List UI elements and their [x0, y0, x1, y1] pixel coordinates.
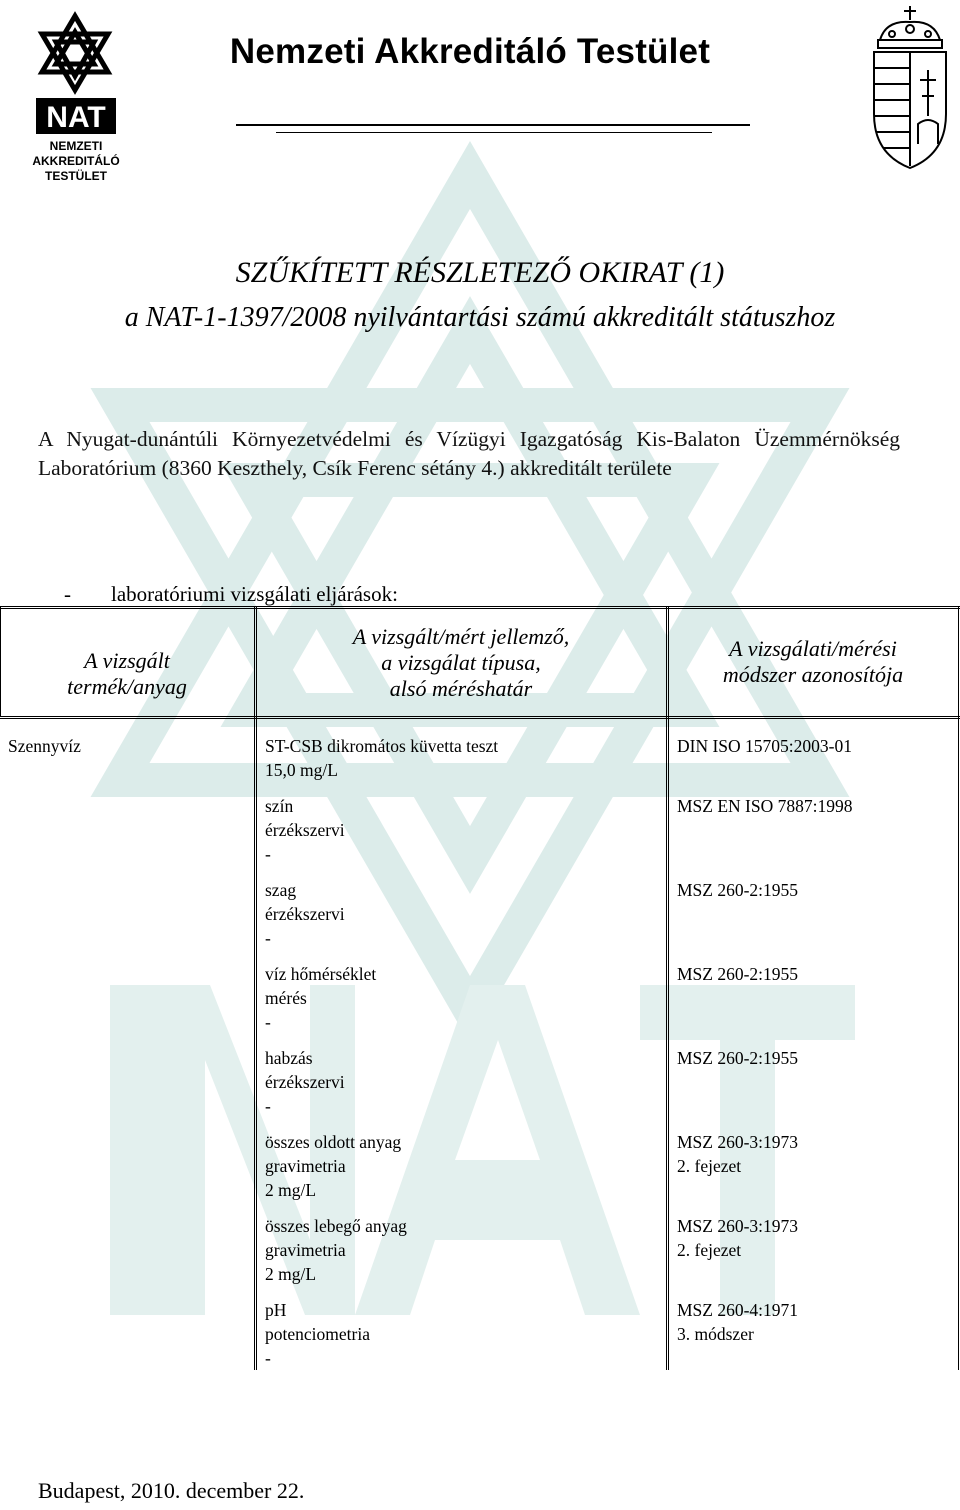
row-6-char-line-2: gravimetria [265, 1156, 346, 1176]
nat-logo [30, 10, 120, 182]
row-5-char-line-2: érzékszervi [265, 1072, 345, 1092]
table-col-divider-1 [254, 606, 257, 1370]
table-row-7-method [677, 1214, 798, 1262]
header-rule-bottom [276, 132, 712, 133]
header-product [0, 648, 254, 700]
logo-line-2: AKKREDITÁLÓ [32, 154, 120, 168]
document-title: SZŰKÍTETT RÉSZLETEZŐ OKIRAT (1) [235, 256, 725, 289]
row-1-char-line-1: ST-CSB dikromátos küvetta teszt [265, 736, 499, 756]
header-method-line-1: A vizsgálati/mérési [729, 636, 897, 661]
accreditation-table [0, 606, 960, 1376]
table-row-1-characteristic [265, 734, 498, 782]
organization-title: Nemzeti Akkreditáló Testület [229, 32, 711, 71]
header-product-line-2: termék/anyag [67, 674, 187, 699]
row-4-method-line-1: MSZ 260-2:1955 [677, 964, 799, 984]
row-7-char-line-1: összes lebegő anyag [265, 1216, 407, 1236]
row-3-char-line-1: szag [265, 880, 297, 900]
table-row-3-characteristic [265, 878, 345, 950]
header-characteristic-line-1: A vizsgált/mért jellemző, [352, 624, 570, 649]
row-2-method-line-1: MSZ EN ISO 7887:1998 [677, 796, 853, 816]
row-7-char-line-3: 2 mg/L [265, 1264, 317, 1284]
header-method [668, 636, 958, 688]
table-row-3-method [677, 878, 798, 902]
header-characteristic [256, 624, 666, 702]
header-characteristic-line-3: alsó méréshatár [389, 676, 533, 701]
table-row-2-characteristic [265, 794, 345, 866]
intro-paragraph: A Nyugat-dunántúli Környezetvédelmi és Vízügyi Igazgatóság Kis-Balaton Üzemmérnökség Laboratórium (8360 Keszthely, Csík Ferenc sétány 4.) akkreditált területe [38, 427, 900, 480]
table-row-8-method [677, 1298, 798, 1346]
table-right-border [958, 606, 959, 1370]
row-6-char-line-3: 2 mg/L [265, 1180, 317, 1200]
row-4-char-line-2: mérés [265, 988, 307, 1008]
header-characteristic-line-2: a vizsgálat típusa, [381, 650, 541, 675]
row-7-method-line-1: MSZ 260-3:1973 [677, 1216, 799, 1236]
table-header-divider [0, 716, 960, 719]
logo-line-1: NEMZETI [49, 139, 103, 153]
row-1-char-line-2: 15,0 mg/L [265, 760, 338, 780]
row-8-char-line-3: - [265, 1348, 271, 1368]
logo-line-3: TESTÜLET [45, 169, 107, 182]
table-row-5-method [677, 1046, 798, 1070]
row-8-method-line-2: 3. módszer [677, 1324, 754, 1344]
row-8-char-line-1: pH [265, 1300, 287, 1320]
row-3-char-line-3: - [265, 928, 271, 948]
row-7-method-line-2: 2. fejezet [677, 1240, 742, 1260]
header-rule-top [236, 124, 750, 126]
header-product-line-1: A vizsgált [84, 648, 170, 673]
header-method-line-2: módszer azonosítója [722, 662, 904, 687]
row-8-method-line-1: MSZ 260-4:1971 [677, 1300, 799, 1320]
row-5-char-line-3: - [265, 1096, 271, 1116]
table-row-2-method [677, 794, 853, 818]
table-top-border [0, 606, 960, 609]
nat-logo-icon [30, 10, 120, 182]
table-row-8-characteristic [265, 1298, 370, 1370]
table-row-6-method [677, 1130, 798, 1178]
row-6-char-line-1: összes oldott anyag [265, 1132, 402, 1152]
hungarian-coat-of-arms-icon [866, 4, 954, 172]
row-4-char-line-3: - [265, 1012, 271, 1032]
row-8-char-line-2: potenciometria [265, 1324, 370, 1344]
bullet-text: laboratóriumi vizsgálati eljárások: [111, 582, 398, 606]
product-cell: Szennyvíz [8, 736, 81, 756]
row-2-char-line-3: - [265, 844, 271, 864]
row-2-char-line-1: szín [265, 796, 294, 816]
row-3-char-line-2: érzékszervi [265, 904, 345, 924]
table-row-5-characteristic [265, 1046, 345, 1118]
document-subtitle: a NAT-1-1397/2008 nyilvántartási számú akkreditált státuszhoz [124, 302, 836, 333]
row-5-char-line-1: habzás [265, 1048, 313, 1068]
footer-place-date: Budapest, 2010. december 22. [38, 1478, 305, 1503]
row-2-char-line-2: érzékszervi [265, 820, 345, 840]
table-col-divider-2 [666, 606, 669, 1370]
row-6-method-line-1: MSZ 260-3:1973 [677, 1132, 799, 1152]
bullet-dash: - [64, 582, 71, 606]
row-1-method-line-1: DIN ISO 15705:2003-01 [677, 736, 852, 756]
row-7-char-line-2: gravimetria [265, 1240, 346, 1260]
table-row-6-characteristic [265, 1130, 401, 1202]
table-row-4-characteristic [265, 962, 376, 1034]
table-row-7-characteristic [265, 1214, 407, 1286]
row-5-method-line-1: MSZ 260-2:1955 [677, 1048, 799, 1068]
row-4-char-line-1: víz hőmérséklet [265, 964, 377, 984]
coat-of-arms [866, 4, 954, 172]
row-6-method-line-2: 2. fejezet [677, 1156, 742, 1176]
table-row-4-method [677, 962, 798, 986]
row-3-method-line-1: MSZ 260-2:1955 [677, 880, 799, 900]
logo-badge-text: NAT [46, 101, 106, 134]
table-row-1-method [677, 734, 852, 758]
